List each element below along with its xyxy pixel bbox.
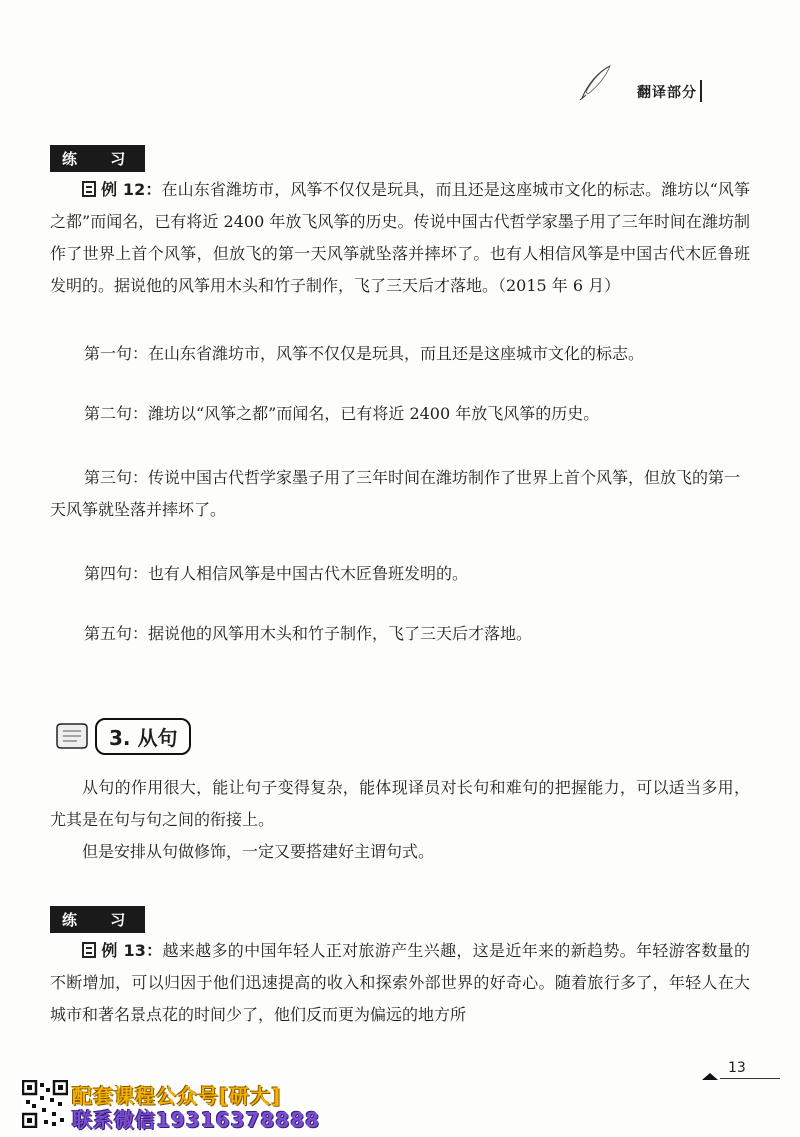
section-body: [50, 772, 750, 868]
feather-pen-icon: [578, 62, 614, 102]
promo-line-2: 联系微信19316378888: [72, 1108, 321, 1132]
page-number: 13: [728, 1060, 746, 1076]
page-marker-triangle: [702, 1073, 718, 1080]
scroll-icon: [55, 720, 91, 752]
practice-label-2: 练 习: [50, 906, 145, 933]
promo-line-1: 配套课程公众号[研大]: [72, 1084, 282, 1108]
example-12-text: 在山东省潍坊市，风筝不仅仅是玩具，而且还是这座城市文化的标志。潍坊以“风筝之都”而闻名，已有将近 2400 年放飞风筝的历史。传说中国古代哲学家墨子用了三年时间在潍坊制作了世界上首个风筝，但放飞的第一天风筝就坠落并摔坏了。也有人相信风筝是中国古代木匠鲁班发明的。据说他的风筝用木头和竹子制作，飞了三天后才落地。（2015 年 6 月）: [50, 180, 750, 295]
section-title: 3. 从句: [95, 718, 191, 755]
example-13-text: 越来越多的中国年轻人正对旅游产生兴趣，这是近年来的新趋势。年轻游客数量的不断增加，可以归因于他们迅速提高的收入和探索外部世界的好奇心。随着旅行多了，年轻人在大城市和著名景点花的时间少了，他们反而更为偏远的地方所: [50, 941, 750, 1024]
header-section-title: 翻译部分: [637, 85, 697, 101]
footer-rule: [720, 1078, 780, 1079]
qr-code-icon: [22, 1080, 68, 1128]
sentence-1: 第一句：在山东省潍坊市，风筝不仅仅是玩具，而且还是这座城市文化的标志。: [84, 344, 645, 363]
document-icon: [82, 181, 96, 197]
section-heading: [55, 716, 191, 756]
sentence-2: 第二句：潍坊以“风筝之都”而闻名，已有将近 2400 年放飞风筝的历史。: [84, 404, 600, 423]
example-13-block: [50, 935, 750, 1031]
example-13-label: 例 13：: [101, 941, 163, 960]
example-12-label: 例 12：: [101, 180, 162, 199]
sentence-3: 第三句：传说中国古代哲学家墨子用了三年时间在潍坊制作了世界上首个风筝，但放飞的第一天风筝就坠落并摔坏了。: [50, 468, 741, 519]
document-icon: [82, 942, 96, 958]
section-paragraph-1: 从句的作用很大，能让句子变得复杂，能体现译员对长句和难句的把握能力，可以适当多用，尤其是在句与句之间的衔接上。: [50, 778, 750, 829]
practice-label: 练 习: [50, 145, 145, 172]
example-12-block: [50, 174, 750, 302]
sentence-4: 第四句：也有人相信风筝是中国古代木匠鲁班发明的。: [84, 564, 469, 583]
header-divider: [700, 80, 702, 102]
section-paragraph-2: 但是安排从句做修饰，一定又要搭建好主谓句式。: [82, 842, 435, 861]
sentence-5: 第五句：据说他的风筝用木头和竹子制作，飞了三天后才落地。: [84, 624, 533, 643]
